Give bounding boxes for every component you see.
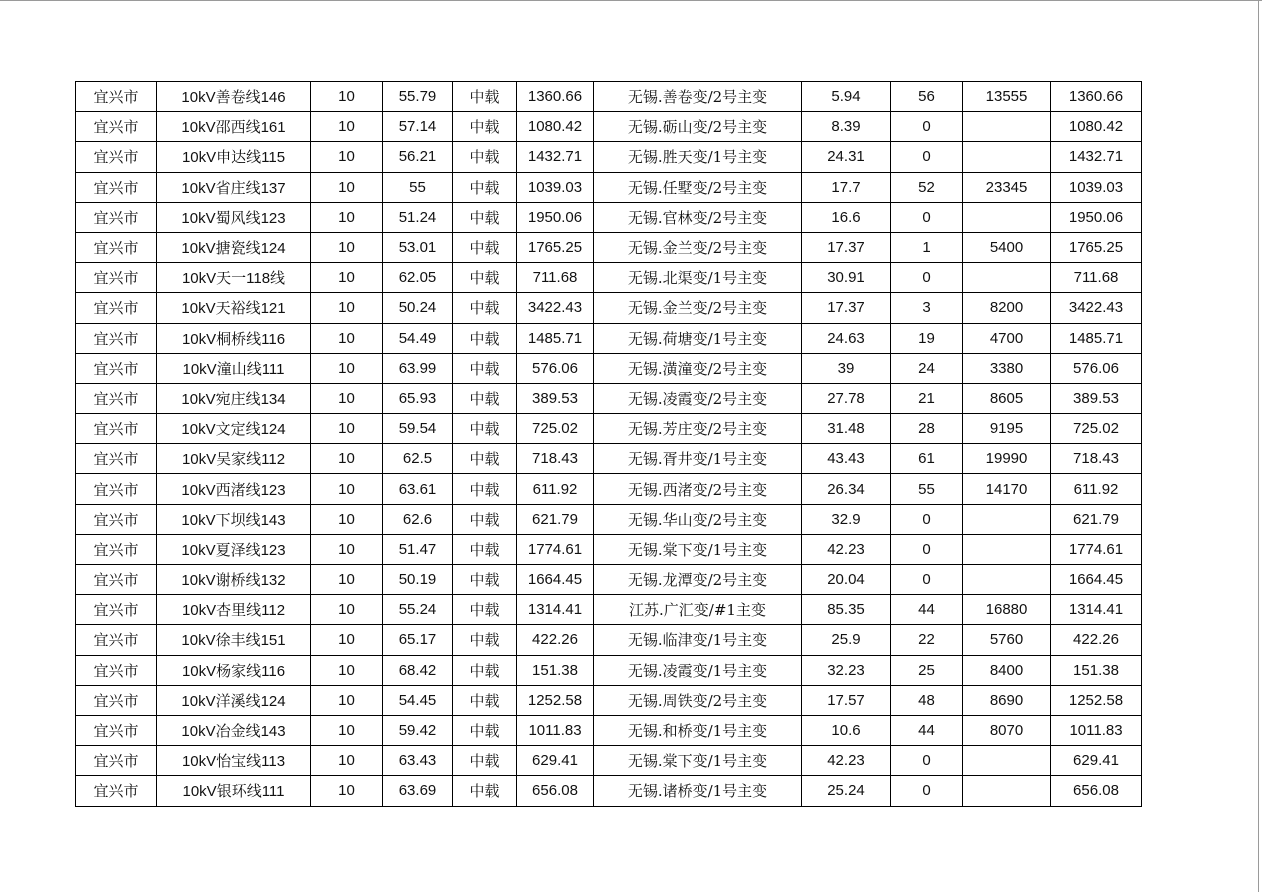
city-cell: 宜兴市 [76, 776, 157, 806]
length-cell: 3422.43 [517, 293, 594, 323]
total-cell: 1314.41 [1051, 595, 1142, 625]
transformer-rate-cell: 8.39 [802, 112, 891, 142]
feeder-name-cell: 10kV蜀风线123 [157, 202, 311, 232]
total-cell: 725.02 [1051, 414, 1142, 444]
feeder-name-cell: 10kV善卷线146 [157, 82, 311, 112]
total-cell: 1765.25 [1051, 232, 1142, 262]
capacity-cell: 8200 [963, 293, 1051, 323]
capacity-cell [963, 565, 1051, 595]
voltage-level-cell: 10 [311, 625, 383, 655]
load-rate-cell: 59.54 [383, 414, 453, 444]
voltage-level-cell: 10 [311, 655, 383, 685]
city-cell: 宜兴市 [76, 293, 157, 323]
city-cell: 宜兴市 [76, 383, 157, 413]
transformer-rate-cell: 24.31 [802, 142, 891, 172]
load-rate-cell: 65.93 [383, 383, 453, 413]
city-cell: 宜兴市 [76, 232, 157, 262]
feeder-name-cell: 10kV文定线124 [157, 414, 311, 444]
load-rate-cell: 55.79 [383, 82, 453, 112]
city-cell: 宜兴市 [76, 414, 157, 444]
load-rate-cell: 55.24 [383, 595, 453, 625]
voltage-level-cell: 10 [311, 595, 383, 625]
transformer-rate-cell: 17.7 [802, 172, 891, 202]
voltage-level-cell: 10 [311, 112, 383, 142]
feeder-name-cell: 10kV杨家线116 [157, 655, 311, 685]
feeder-name-cell: 10kV潼山线111 [157, 353, 311, 383]
voltage-level-cell: 10 [311, 685, 383, 715]
table-row [76, 685, 1142, 715]
city-cell: 宜兴市 [76, 172, 157, 202]
city-cell: 宜兴市 [76, 323, 157, 353]
total-cell: 576.06 [1051, 353, 1142, 383]
length-cell: 1774.61 [517, 534, 594, 564]
substation-transformer-cell: 无锡.官林变/2号主变 [594, 202, 802, 232]
total-cell: 656.08 [1051, 776, 1142, 806]
feeder-name-cell: 10kV宛庄线134 [157, 383, 311, 413]
capacity-cell: 13555 [963, 82, 1051, 112]
load-status-cell: 中载 [453, 263, 517, 293]
capacity-cell: 23345 [963, 172, 1051, 202]
feeder-name-cell: 10kV谢桥线132 [157, 565, 311, 595]
feeder-name-cell: 10kV天一118线 [157, 263, 311, 293]
substation-transformer-cell: 无锡.龙潭变/2号主变 [594, 565, 802, 595]
voltage-level-cell: 10 [311, 82, 383, 112]
substation-transformer-cell: 无锡.和桥变/1号主变 [594, 715, 802, 745]
load-rate-cell: 63.61 [383, 474, 453, 504]
length-cell: 718.43 [517, 444, 594, 474]
load-status-cell: 中载 [453, 383, 517, 413]
substation-transformer-cell: 无锡.荷塘变/1号主变 [594, 323, 802, 353]
capacity-cell: 16880 [963, 595, 1051, 625]
count-cell: 25 [891, 655, 963, 685]
length-cell: 1314.41 [517, 595, 594, 625]
capacity-cell: 8605 [963, 383, 1051, 413]
capacity-cell: 19990 [963, 444, 1051, 474]
count-cell: 61 [891, 444, 963, 474]
feeder-name-cell: 10kV天裕线121 [157, 293, 311, 323]
transformer-rate-cell: 17.57 [802, 685, 891, 715]
city-cell: 宜兴市 [76, 625, 157, 655]
total-cell: 718.43 [1051, 444, 1142, 474]
substation-transformer-cell: 无锡.金兰变/2号主变 [594, 293, 802, 323]
substation-transformer-cell: 无锡.棠下变/1号主变 [594, 534, 802, 564]
transformer-rate-cell: 25.9 [802, 625, 891, 655]
substation-transformer-cell: 无锡.凌霞变/1号主变 [594, 655, 802, 685]
capacity-cell [963, 112, 1051, 142]
total-cell: 389.53 [1051, 383, 1142, 413]
load-status-cell: 中载 [453, 142, 517, 172]
load-rate-cell: 63.43 [383, 746, 453, 776]
count-cell: 0 [891, 112, 963, 142]
load-status-cell: 中载 [453, 534, 517, 564]
length-cell: 656.08 [517, 776, 594, 806]
city-cell: 宜兴市 [76, 715, 157, 745]
length-cell: 1950.06 [517, 202, 594, 232]
transformer-rate-cell: 85.35 [802, 595, 891, 625]
table-row [76, 595, 1142, 625]
transformer-rate-cell: 32.9 [802, 504, 891, 534]
load-rate-cell: 57.14 [383, 112, 453, 142]
load-status-cell: 中载 [453, 655, 517, 685]
total-cell: 151.38 [1051, 655, 1142, 685]
length-cell: 1360.66 [517, 82, 594, 112]
table-row [76, 565, 1142, 595]
count-cell: 48 [891, 685, 963, 715]
feeder-name-cell: 10kV冶金线143 [157, 715, 311, 745]
load-status-cell: 中载 [453, 474, 517, 504]
length-cell: 629.41 [517, 746, 594, 776]
transformer-rate-cell: 17.37 [802, 232, 891, 262]
city-cell: 宜兴市 [76, 534, 157, 564]
transformer-rate-cell: 43.43 [802, 444, 891, 474]
length-cell: 711.68 [517, 263, 594, 293]
substation-transformer-cell: 江苏.广汇变/#1主变 [594, 595, 802, 625]
city-cell: 宜兴市 [76, 142, 157, 172]
length-cell: 1011.83 [517, 715, 594, 745]
table-row [76, 172, 1142, 202]
capacity-cell [963, 263, 1051, 293]
city-cell: 宜兴市 [76, 82, 157, 112]
load-rate-cell: 54.49 [383, 323, 453, 353]
capacity-cell [963, 142, 1051, 172]
count-cell: 0 [891, 504, 963, 534]
load-status-cell: 中载 [453, 323, 517, 353]
voltage-level-cell: 10 [311, 565, 383, 595]
count-cell: 55 [891, 474, 963, 504]
load-status-cell: 中载 [453, 202, 517, 232]
page-right-border [1258, 0, 1259, 892]
table-row [76, 655, 1142, 685]
city-cell: 宜兴市 [76, 504, 157, 534]
total-cell: 1252.58 [1051, 685, 1142, 715]
feeder-name-cell: 10kV徐丰线151 [157, 625, 311, 655]
count-cell: 0 [891, 202, 963, 232]
substation-transformer-cell: 无锡.砺山变/2号主变 [594, 112, 802, 142]
length-cell: 621.79 [517, 504, 594, 534]
table-row [76, 474, 1142, 504]
capacity-cell [963, 202, 1051, 232]
total-cell: 1485.71 [1051, 323, 1142, 353]
table-row [76, 293, 1142, 323]
voltage-level-cell: 10 [311, 746, 383, 776]
load-rate-cell: 54.45 [383, 685, 453, 715]
feeder-name-cell: 10kV吴家线112 [157, 444, 311, 474]
voltage-level-cell: 10 [311, 776, 383, 806]
substation-transformer-cell: 无锡.临津变/1号主变 [594, 625, 802, 655]
table-row [76, 112, 1142, 142]
load-rate-cell: 62.5 [383, 444, 453, 474]
load-status-cell: 中载 [453, 565, 517, 595]
load-rate-cell: 65.17 [383, 625, 453, 655]
length-cell: 1485.71 [517, 323, 594, 353]
transformer-rate-cell: 17.37 [802, 293, 891, 323]
load-rate-cell: 63.99 [383, 353, 453, 383]
total-cell: 1950.06 [1051, 202, 1142, 232]
load-rate-cell: 59.42 [383, 715, 453, 745]
count-cell: 3 [891, 293, 963, 323]
capacity-cell: 5760 [963, 625, 1051, 655]
table-body [76, 82, 1142, 807]
length-cell: 725.02 [517, 414, 594, 444]
table-row [76, 232, 1142, 262]
total-cell: 1432.71 [1051, 142, 1142, 172]
load-rate-cell: 56.21 [383, 142, 453, 172]
load-status-cell: 中载 [453, 112, 517, 142]
feeder-name-cell: 10kV申达线115 [157, 142, 311, 172]
capacity-cell: 4700 [963, 323, 1051, 353]
load-status-cell: 中载 [453, 293, 517, 323]
voltage-level-cell: 10 [311, 504, 383, 534]
table-row [76, 202, 1142, 232]
load-status-cell: 中载 [453, 82, 517, 112]
table-row [76, 715, 1142, 745]
voltage-level-cell: 10 [311, 232, 383, 262]
load-status-cell: 中载 [453, 685, 517, 715]
load-status-cell: 中载 [453, 172, 517, 202]
load-rate-cell: 51.47 [383, 534, 453, 564]
substation-transformer-cell: 无锡.北渠变/1号主变 [594, 263, 802, 293]
load-status-cell: 中载 [453, 353, 517, 383]
length-cell: 1039.03 [517, 172, 594, 202]
feeder-name-cell: 10kV杏里线112 [157, 595, 311, 625]
substation-transformer-cell: 无锡.芳庄变/2号主变 [594, 414, 802, 444]
total-cell: 1774.61 [1051, 534, 1142, 564]
voltage-level-cell: 10 [311, 323, 383, 353]
load-status-cell: 中载 [453, 232, 517, 262]
voltage-level-cell: 10 [311, 534, 383, 564]
count-cell: 44 [891, 595, 963, 625]
substation-transformer-cell: 无锡.潢潼变/2号主变 [594, 353, 802, 383]
transformer-rate-cell: 39 [802, 353, 891, 383]
table-row [76, 414, 1142, 444]
total-cell: 621.79 [1051, 504, 1142, 534]
feeder-name-cell: 10kV省庄线137 [157, 172, 311, 202]
feeder-name-cell: 10kV怡宝线113 [157, 746, 311, 776]
city-cell: 宜兴市 [76, 112, 157, 142]
table-row [76, 746, 1142, 776]
substation-transformer-cell: 无锡.胥井变/1号主变 [594, 444, 802, 474]
length-cell: 1080.42 [517, 112, 594, 142]
count-cell: 0 [891, 565, 963, 595]
transformer-rate-cell: 27.78 [802, 383, 891, 413]
city-cell: 宜兴市 [76, 746, 157, 776]
load-status-cell: 中载 [453, 595, 517, 625]
length-cell: 1664.45 [517, 565, 594, 595]
load-status-cell: 中载 [453, 715, 517, 745]
substation-transformer-cell: 无锡.任墅变/2号主变 [594, 172, 802, 202]
table-row [76, 323, 1142, 353]
table-row [76, 383, 1142, 413]
total-cell: 629.41 [1051, 746, 1142, 776]
count-cell: 0 [891, 263, 963, 293]
capacity-cell [963, 776, 1051, 806]
count-cell: 0 [891, 534, 963, 564]
transformer-rate-cell: 30.91 [802, 263, 891, 293]
feeder-name-cell: 10kV桐桥线116 [157, 323, 311, 353]
count-cell: 0 [891, 142, 963, 172]
substation-transformer-cell: 无锡.凌霞变/2号主变 [594, 383, 802, 413]
transformer-rate-cell: 42.23 [802, 534, 891, 564]
voltage-level-cell: 10 [311, 202, 383, 232]
city-cell: 宜兴市 [76, 353, 157, 383]
total-cell: 1664.45 [1051, 565, 1142, 595]
substation-transformer-cell: 无锡.华山变/2号主变 [594, 504, 802, 534]
capacity-cell: 3380 [963, 353, 1051, 383]
capacity-cell [963, 504, 1051, 534]
voltage-level-cell: 10 [311, 414, 383, 444]
voltage-level-cell: 10 [311, 263, 383, 293]
load-rate-cell: 50.19 [383, 565, 453, 595]
capacity-cell: 9195 [963, 414, 1051, 444]
substation-transformer-cell: 无锡.棠下变/1号主变 [594, 746, 802, 776]
length-cell: 389.53 [517, 383, 594, 413]
capacity-cell: 8400 [963, 655, 1051, 685]
voltage-level-cell: 10 [311, 142, 383, 172]
load-rate-cell: 50.24 [383, 293, 453, 323]
feeder-name-cell: 10kV银环线111 [157, 776, 311, 806]
city-cell: 宜兴市 [76, 202, 157, 232]
city-cell: 宜兴市 [76, 444, 157, 474]
count-cell: 24 [891, 353, 963, 383]
total-cell: 1360.66 [1051, 82, 1142, 112]
load-rate-cell: 55 [383, 172, 453, 202]
transformer-rate-cell: 25.24 [802, 776, 891, 806]
count-cell: 19 [891, 323, 963, 353]
length-cell: 1252.58 [517, 685, 594, 715]
transformer-rate-cell: 42.23 [802, 746, 891, 776]
transformer-rate-cell: 24.63 [802, 323, 891, 353]
city-cell: 宜兴市 [76, 565, 157, 595]
table-row [76, 353, 1142, 383]
count-cell: 28 [891, 414, 963, 444]
city-cell: 宜兴市 [76, 474, 157, 504]
substation-transformer-cell: 无锡.西渚变/2号主变 [594, 474, 802, 504]
transformer-rate-cell: 10.6 [802, 715, 891, 745]
transformer-rate-cell: 5.94 [802, 82, 891, 112]
table-row [76, 142, 1142, 172]
voltage-level-cell: 10 [311, 293, 383, 323]
feeder-name-cell: 10kV夏泽线123 [157, 534, 311, 564]
feeder-name-cell: 10kV搪瓷线124 [157, 232, 311, 262]
page-top-border [0, 0, 1262, 1]
load-rate-cell: 63.69 [383, 776, 453, 806]
voltage-level-cell: 10 [311, 383, 383, 413]
length-cell: 576.06 [517, 353, 594, 383]
transformer-rate-cell: 16.6 [802, 202, 891, 232]
count-cell: 56 [891, 82, 963, 112]
load-status-cell: 中载 [453, 746, 517, 776]
count-cell: 52 [891, 172, 963, 202]
city-cell: 宜兴市 [76, 595, 157, 625]
total-cell: 1039.03 [1051, 172, 1142, 202]
substation-transformer-cell: 无锡.胜天变/1号主变 [594, 142, 802, 172]
feeder-name-cell: 10kV西渚线123 [157, 474, 311, 504]
table-row [76, 625, 1142, 655]
voltage-level-cell: 10 [311, 172, 383, 202]
substation-transformer-cell: 无锡.金兰变/2号主变 [594, 232, 802, 262]
feeder-name-cell: 10kV洋溪线124 [157, 685, 311, 715]
load-status-cell: 中载 [453, 444, 517, 474]
total-cell: 611.92 [1051, 474, 1142, 504]
capacity-cell [963, 534, 1051, 564]
capacity-cell [963, 746, 1051, 776]
total-cell: 1011.83 [1051, 715, 1142, 745]
total-cell: 1080.42 [1051, 112, 1142, 142]
length-cell: 151.38 [517, 655, 594, 685]
city-cell: 宜兴市 [76, 263, 157, 293]
city-cell: 宜兴市 [76, 685, 157, 715]
capacity-cell: 14170 [963, 474, 1051, 504]
load-rate-cell: 51.24 [383, 202, 453, 232]
transformer-rate-cell: 20.04 [802, 565, 891, 595]
table-row [76, 776, 1142, 806]
load-rate-cell: 62.6 [383, 504, 453, 534]
voltage-level-cell: 10 [311, 474, 383, 504]
feeder-load-table [75, 81, 1142, 807]
table-row [76, 82, 1142, 112]
length-cell: 422.26 [517, 625, 594, 655]
load-status-cell: 中载 [453, 625, 517, 655]
table-row [76, 263, 1142, 293]
transformer-rate-cell: 32.23 [802, 655, 891, 685]
count-cell: 0 [891, 746, 963, 776]
load-rate-cell: 62.05 [383, 263, 453, 293]
count-cell: 22 [891, 625, 963, 655]
load-rate-cell: 68.42 [383, 655, 453, 685]
table-row [76, 504, 1142, 534]
length-cell: 611.92 [517, 474, 594, 504]
transformer-rate-cell: 31.48 [802, 414, 891, 444]
substation-transformer-cell: 无锡.周铁变/2号主变 [594, 685, 802, 715]
load-status-cell: 中载 [453, 414, 517, 444]
voltage-level-cell: 10 [311, 715, 383, 745]
count-cell: 1 [891, 232, 963, 262]
feeder-name-cell: 10kV下坝线143 [157, 504, 311, 534]
city-cell: 宜兴市 [76, 655, 157, 685]
count-cell: 44 [891, 715, 963, 745]
total-cell: 711.68 [1051, 263, 1142, 293]
feeder-name-cell: 10kV邵西线161 [157, 112, 311, 142]
voltage-level-cell: 10 [311, 444, 383, 474]
capacity-cell: 5400 [963, 232, 1051, 262]
length-cell: 1432.71 [517, 142, 594, 172]
total-cell: 422.26 [1051, 625, 1142, 655]
capacity-cell: 8690 [963, 685, 1051, 715]
table-row [76, 444, 1142, 474]
load-status-cell: 中载 [453, 504, 517, 534]
table-row [76, 534, 1142, 564]
count-cell: 0 [891, 776, 963, 806]
capacity-cell: 8070 [963, 715, 1051, 745]
transformer-rate-cell: 26.34 [802, 474, 891, 504]
substation-transformer-cell: 无锡.善卷变/2号主变 [594, 82, 802, 112]
voltage-level-cell: 10 [311, 353, 383, 383]
total-cell: 3422.43 [1051, 293, 1142, 323]
substation-transformer-cell: 无锡.诸桥变/1号主变 [594, 776, 802, 806]
count-cell: 21 [891, 383, 963, 413]
load-rate-cell: 53.01 [383, 232, 453, 262]
length-cell: 1765.25 [517, 232, 594, 262]
load-status-cell: 中载 [453, 776, 517, 806]
